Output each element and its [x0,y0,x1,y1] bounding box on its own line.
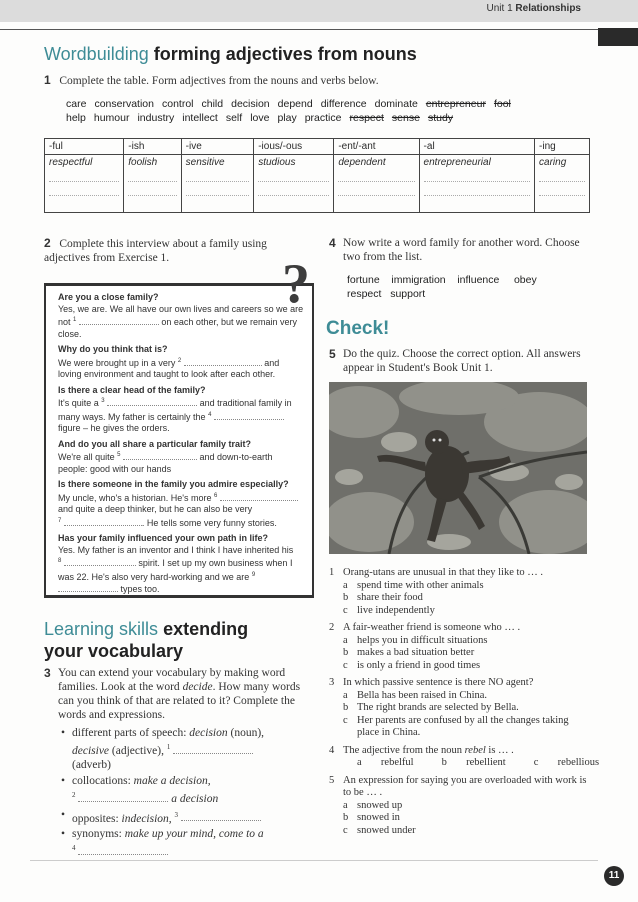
answer-blank-2[interactable] [184,357,262,366]
quiz-item [329,622,591,672]
answer-blank-5[interactable] [123,451,197,460]
suffix-cell[interactable] [181,155,254,213]
page-number: 11 [604,866,624,886]
learning-skills-title [44,618,248,662]
bullet-parts-of-speech: • different parts of speech: decision (noun), decisive (adjective), $^1$ (adverb) [58,726,314,772]
unit-label: Unit 1 [486,3,513,14]
quiz-question: The adjective from the noun rebel is … . [343,744,514,756]
bullet-collocations: • collocations: make a decision, $^2$ a decision [58,774,314,806]
quiz-option[interactable]: c live independently [343,604,435,616]
word-item: fool [493,98,511,110]
answer-line[interactable] [424,184,530,196]
word-item: conservation [94,98,154,110]
quiz-item [329,567,591,617]
interview-question: Is there someone in the family you admire especially? [58,479,289,489]
word-item: play [277,112,297,124]
learning-title-bold-2: your vocabulary [44,641,184,661]
word-item: depend [277,98,313,110]
quiz-option[interactable]: b snowed in [343,812,400,823]
suffix-table [44,138,590,213]
quiz-option[interactable]: c rebellious [533,757,600,768]
header-rule [0,29,598,30]
answer-line[interactable] [128,170,176,182]
word-item: entrepreneur [425,98,486,110]
answer-line[interactable] [539,184,585,196]
exercise-2-text: Complete this interview about a family using adjectives from Exercise 1. [44,238,267,264]
quiz-option[interactable]: a Bella has been raised in China. [343,689,488,701]
quiz-list [329,567,600,842]
exercise-2-instruction [44,236,312,265]
word-item: humour [93,112,130,124]
interview-box [44,283,314,598]
quiz-number: 1 [329,567,335,578]
suffix-header: -ious/-ous [254,139,334,155]
answer-blank-ls2[interactable] [78,793,168,802]
suffix-header: -ish [124,139,181,155]
answer-blank-ls4[interactable] [78,846,168,855]
word-item: help [66,112,86,124]
answer-line[interactable] [128,184,176,196]
quiz-question: A fair-weather friend is someone who … . [343,622,521,633]
orangutan-photo [329,382,587,554]
interview-answer: Yes. My father is an inventor and I think I have inherited his $^8$ spirit. I set up my own business when I was 22. He's also very hard-working and we are $^9$ types too. [58,544,294,594]
wordbuilding-title [44,44,417,65]
answer-blank-ls1[interactable] [173,745,253,754]
suffix-header: -ful [45,139,124,155]
suffix-header: -ent/-ant [334,139,419,155]
suffix-header: -al [419,139,534,155]
exercise-1-number: 1 [44,73,51,87]
word-item: respect [349,112,384,124]
word-item: dominate [374,98,418,110]
example-word: entrepreneurial [423,157,491,168]
interview-question: Why do you think that is? [58,344,168,354]
quiz-question: Orang-utans are unusual in that they like to … . [343,567,544,578]
answer-blank-ls3[interactable] [181,812,261,821]
exercise-4-text: Now write a word family for another word. Choose two from the list. [343,237,580,263]
suffix-cell[interactable] [535,155,590,213]
blank-number: 5 [117,452,121,458]
blank-number: 8 [58,558,62,564]
answer-blank-4[interactable] [214,411,284,420]
quiz-item [329,775,591,838]
quiz-option[interactable]: a spend time with other animals [343,579,484,591]
bullet-opposites: • opposites: indecision, $^3$ [58,808,314,826]
interview-question: Is there a clear head of the family? [58,384,206,395]
word-item: control [161,98,194,110]
answer-blank-9[interactable] [58,583,118,592]
exercise-3-instruction: 3 You can extend your vocabulary by making word families. Look at the word decide. How many words can you think of that are related to it? Complete the words and expressions. [44,666,301,721]
exercise-1-instruction [44,73,589,88]
word-item: industry [137,112,175,124]
exercise-5-instruction [329,347,591,375]
suffix-cell[interactable] [254,155,334,213]
word-item: child [201,98,224,110]
example-word: respectful [49,157,93,168]
word-list-ex1 [66,97,586,125]
suffix-cell[interactable] [334,155,419,213]
quiz-option[interactable]: b share their food [343,592,423,603]
answer-blank-3[interactable] [107,397,197,406]
exercise-3 [44,666,314,859]
example-word: foolish [128,157,158,168]
blank-number: 1 [73,317,77,323]
example-word: sensitive [185,157,225,168]
answer-line[interactable] [424,170,530,182]
suffix-cell[interactable] [45,155,124,213]
example-word: dependent [338,157,386,168]
blank-number: 7 [58,517,62,524]
learning-title-teal: Learning skills [44,619,159,639]
corner-tab [598,28,638,46]
exercise-3-number: 3 [44,666,51,680]
suffix-cell[interactable] [419,155,534,213]
blank-number: 2 [177,357,182,364]
answer-line[interactable] [539,170,585,182]
quiz-options [343,757,600,770]
exercise-1-text: Complete the table. Form adjectives from the nouns and verbs below. [59,75,379,87]
interview-question: And do you all share a particular family trait? [58,438,252,449]
suffix-cell[interactable] [124,155,181,213]
quiz-item [329,744,600,770]
interview-answer: We're all quite $^5$ and down-to-earth people: good with our hands [58,452,273,474]
learning-title-bold: extending [163,619,249,639]
exercise-5-text: Do the quiz. Choose the correct option. All answers appear in Student's Book Unit 1. [343,348,581,374]
example-word: caring [539,157,567,168]
blank-number: 4 [208,411,212,418]
quiz-option[interactable]: c snowed under [343,824,416,836]
answer-line[interactable] [49,170,119,182]
quiz-option[interactable]: a snowed up [343,799,403,811]
answer-blank-1[interactable] [79,316,159,325]
exercise-4-number: 4 [329,236,336,250]
quiz-option[interactable]: b The right brands are selected by Bella. [343,702,519,713]
answer-blank-6[interactable] [220,492,298,501]
word-item: intellect [182,112,218,124]
interview-answer: It's quite a $^3$ and traditional family in many ways. My father is certainly the $^4$ figure – he gives the orders. [58,398,292,433]
interview-answer: My uncle, who's a historian. He's more $^6$ and quite a deep thinker, but he can also be very $^7$ . He tells some very funny stories. [58,491,304,530]
check-title: Check! [326,318,390,339]
word-item: difference [320,98,367,110]
interview-question: Has your family influenced your own path in life? [58,533,269,543]
word-item: practice [304,112,342,124]
bullet-synonyms: • synonyms: make up your mind, come to a $^4$ [58,827,314,859]
exercise-2-number: 2 [44,236,51,250]
answer-line[interactable] [186,170,250,182]
interview-answer: We were brought up in a very $^2$ and loving environment and taught to look after each other. [58,357,280,379]
quiz-option[interactable]: a rebelful [357,757,414,768]
word-item: sense [391,112,420,124]
wordbuilding-title-bold: forming adjectives from nouns [153,44,417,64]
quiz-question: An expression for saying you are overloaded with work is to be … . [343,774,587,798]
exercise-5-number: 5 [329,347,336,361]
word-list-ex4: fortune immigration influence obey respect support [347,274,537,300]
question-mark-graphic: ? [282,253,310,315]
word-item: study [427,112,454,124]
suffix-header: -ive [181,139,254,155]
quiz-option[interactable]: b rebellient [441,757,506,768]
blank-number: 3 [101,398,105,404]
quiz-option[interactable]: b makes a bad situation better [343,647,475,658]
word-item: decision [231,98,270,110]
answer-line[interactable] [258,170,329,182]
wordbuilding-title-teal: Wordbuilding [44,44,149,64]
answer-line[interactable] [258,184,329,196]
quiz-number: 3 [329,677,335,688]
answer-line[interactable] [338,184,414,196]
answer-line[interactable] [338,170,414,182]
unit-header [487,3,581,14]
answer-blank-7[interactable] [64,517,142,526]
unit-section: Relationships [515,3,581,14]
answer-blank-8[interactable] [64,557,136,566]
interview-question: Are you a close family? [58,292,159,302]
blank-number: 9 [251,571,256,578]
quiz-number: 4 [329,744,335,756]
suffix-header: -ing [535,139,590,155]
quiz-option[interactable]: c is only a friend in good times [343,659,481,671]
blank-number: 6 [214,492,218,499]
word-item: care [66,98,87,110]
word-item: love [250,112,270,124]
word-item: self [225,112,243,124]
answer-line[interactable] [186,184,250,196]
quiz-number: 2 [329,622,335,633]
quiz-option[interactable]: a helps you in difficult situations [343,634,488,646]
quiz-item [329,677,591,740]
example-word: studious [258,157,296,168]
quiz-question: In which passive sentence is there NO agent? [343,677,534,688]
exercise-4-instruction [329,236,591,264]
footer-rule [30,860,598,861]
answer-line[interactable] [49,184,119,196]
quiz-number: 5 [329,774,335,786]
quiz-option[interactable]: c Her parents are confused by all the changes taking place in China. [343,714,569,738]
interview-answer: Yes, we are. We all have our own lives and careers so we are not $^1$ on each other, but we remain very close. [58,303,304,339]
